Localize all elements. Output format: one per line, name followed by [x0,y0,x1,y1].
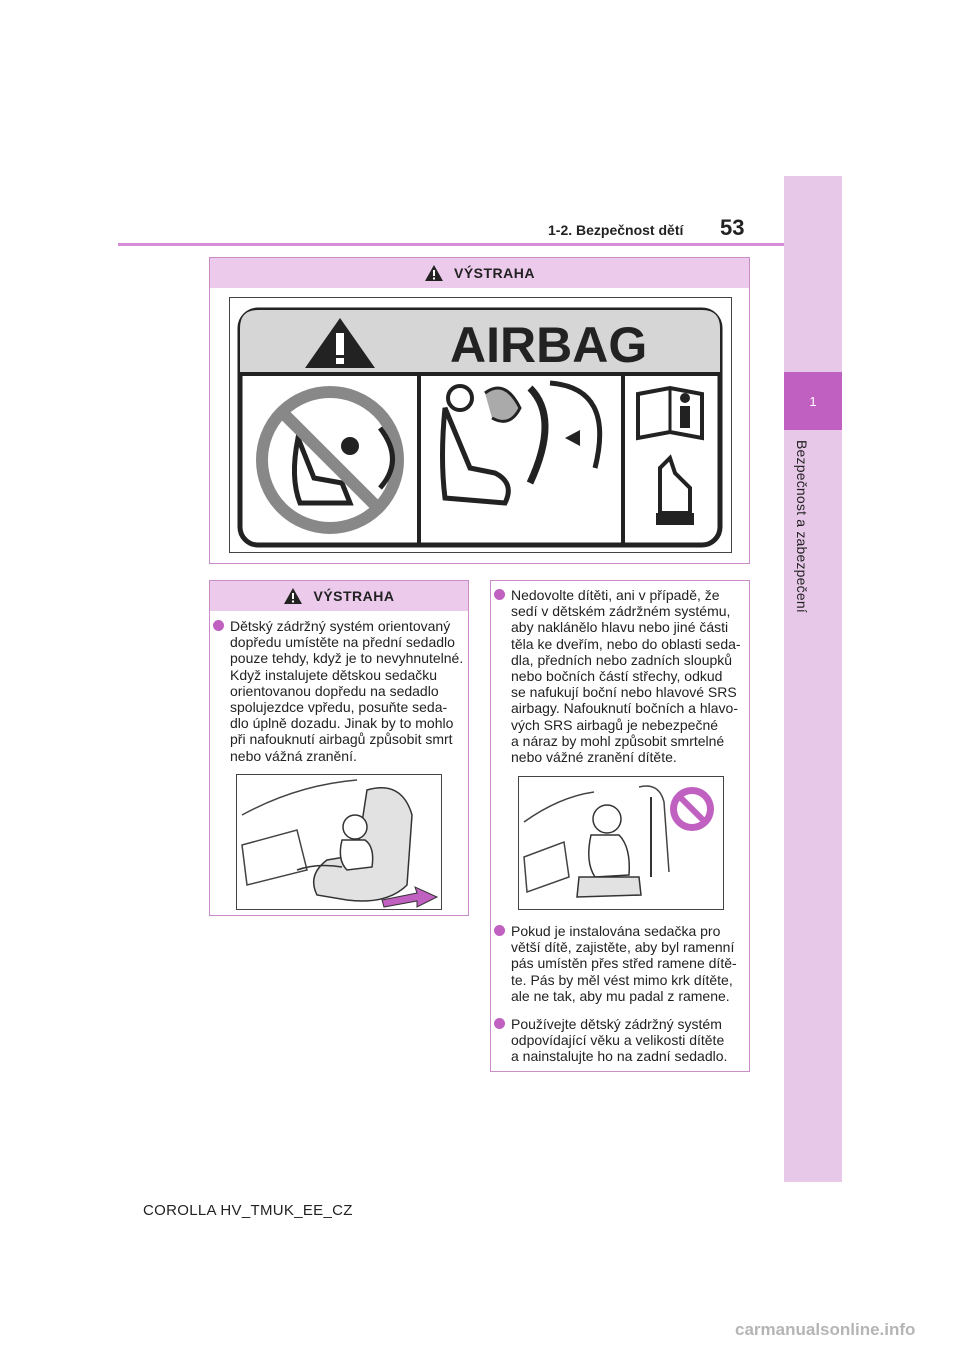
bullet-dot-icon [494,1018,505,1029]
warning-box-child-position [490,580,750,1072]
warning-heading: VÝSTRAHA [453,265,535,281]
chapter-title: Bezpečnost a zabezpečení [794,440,810,613]
warning-bullet [494,1016,748,1068]
model-code: COROLLA HV_TMUK_EE_CZ [143,1202,353,1219]
booster-seat-prohibition-illustration [518,776,724,910]
warning-triangle-icon [283,587,303,605]
child-seat-front-passenger-graphic [237,775,442,910]
airbag-warning-label-illustration [229,297,732,553]
bullet-text: Nedovolte dítěti, ani v případě, že sedí v dětském zádržném systému, aby naklánělo hlavu nebo jiné části těla ke dveřím, nebo do oblasti seda- dla, předních nebo zadních sloupků nebo bočních částí střechy, odkud se nafukují boční nebo hlavové SRS airbagy. Nafouknutí bočních a hlavo- vých SRS airbagů je nebezpečné a náraz by mohl způsobit smrtelné nebo vážné zranění dítěte. [511,587,741,766]
child-leaning-door-graphic [519,777,724,910]
bullet-dot-icon [213,620,224,631]
forward-facing-child-seat-illustration [236,774,442,910]
header-rule [118,243,784,246]
warning-bullet [494,587,748,767]
page-number: 53 [720,215,745,240]
chapter-number: 1 [784,372,842,430]
bullet-dot-icon [494,925,505,936]
bullet-text: Používejte dětský zádržný systém odpovídající věku a velikosti dítěte a nainstalujte ho na zadní sedadlo. [511,1016,728,1065]
warning-bullet [494,923,748,1008]
bullet-text: Dětský zádržný systém orientovaný dopředu umístěte na přední sedadlo pouze tehdy, když je to nevyhnutelné. Když instalujete dětskou sedačku orientovanou dopředu na sedadlo spolujezdce vpředu, posuňte seda- dlo úplně dozadu. Jinak by to mohlo při nafouknutí airbagů způsobit smrt nebo vážná zranění. [230,618,464,764]
warning-triangle-icon [424,264,444,282]
warning-box-front-seat [209,580,469,916]
airbag-label-graphic [230,298,732,553]
warning-box-airbag-label [209,257,750,564]
watermark: carmanualsonline.info [735,1320,916,1339]
warning-header [210,581,468,611]
section-title: 1-2. Bezpečnost dětí [548,222,684,238]
warning-heading: VÝSTRAHA [313,588,395,604]
chapter-side-tab [784,176,842,1182]
bullet-dot-icon [494,589,505,600]
bullet-text: Pokud je instalována sedačka pro větší dítě, zajistěte, aby byl ramenní pás umístěn přes střed ramene dítě- te. Pás by měl vést mimo krk dítěte, ale ne tak, aby mu padal z ramene. [511,923,737,1004]
airbag-label-text: AIRBAG [450,317,648,373]
warning-header [210,258,749,288]
warning-bullet [213,618,467,768]
